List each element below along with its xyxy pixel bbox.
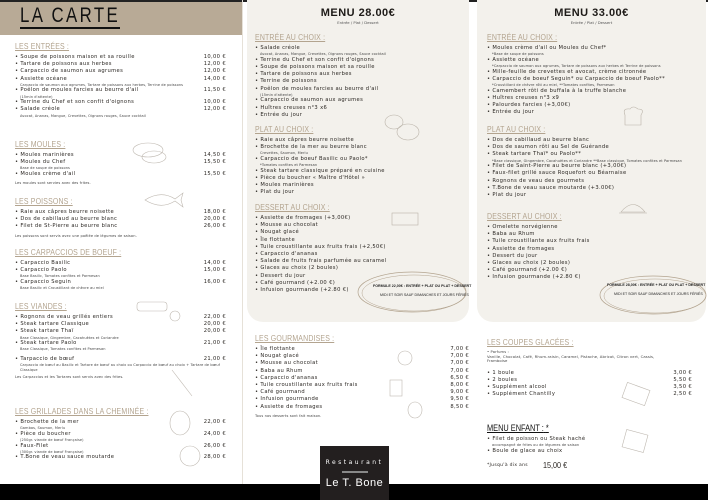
item-note: Base Classique, Tomates confites et Parmesan: [20, 347, 106, 352]
column-divider: [242, 0, 243, 484]
item-price: 12,00 €: [203, 68, 226, 75]
item-name: • Plat du jour: [255, 189, 294, 195]
item-name: • Moules du Chef: [15, 159, 65, 165]
menu-item: [487, 224, 697, 231]
menu-section: [15, 247, 226, 291]
menu-item: [15, 260, 226, 267]
menu-item: [255, 168, 460, 175]
gourmandises-footer: Tous nos desserts sont fait maison.: [255, 413, 322, 418]
item-price: 5,50 €: [673, 376, 692, 383]
menu-item: [255, 237, 460, 244]
item-note: (250gr. viande de bœuf Française): [20, 438, 84, 442]
menu-section: [487, 211, 697, 282]
menu-item: [255, 404, 469, 411]
item-name: • Assiette de fromages (+3,00€): [255, 215, 351, 221]
item-price: 12,00 €: [203, 106, 226, 113]
item-name: • Camembert rôti de buffala à la truffe blanche: [487, 88, 626, 94]
menu-enfant-title: MENU ENFANT :: [487, 423, 544, 433]
menu-item: [15, 87, 226, 94]
item-price: 8,50 €: [450, 403, 469, 410]
item-name: • Café gourmand (+2.00 €): [487, 267, 567, 273]
section-title: PLAT AU CHOIX :: [255, 124, 314, 134]
menu-item: [15, 340, 226, 347]
item-note: Gambas, Saumon, Merlu: [20, 426, 66, 431]
item-name: • Café gourmand (+2.00 €): [255, 280, 335, 286]
item-name: • Carpaccio de boeuf Seguin* ou Carpaccio de boeuf Paolo**: [487, 76, 665, 82]
item-name: • Supplément Chantilly: [487, 391, 555, 397]
item-note: Base Classique, Gingembre, Cacahuètes et Coriandre: [20, 335, 119, 340]
item-name: • Steak tartare Thaï* ou Paolo**: [487, 151, 581, 157]
item-name: • Dessert du jour: [487, 253, 538, 259]
item-price: 3,00 €: [673, 369, 692, 376]
parfums-label: • Parfums :: [487, 350, 509, 354]
item-name: • Carpaccio Basilic: [15, 260, 70, 266]
menu-item: [487, 231, 697, 238]
menu-item: [15, 152, 226, 159]
menu-item: [487, 370, 692, 377]
item-name: • Salade créole: [15, 106, 60, 112]
menu-enfant-price: 15,00 €: [543, 460, 568, 470]
item-name: • Terrine de poissons: [255, 78, 317, 84]
logo-divider: [342, 471, 368, 473]
item-name: • Rognons de veau grillés entiers: [15, 314, 113, 320]
item-note: (300gr. viande de bœuf Française): [20, 449, 84, 454]
item-name: • Glaces au choix (2 boules): [487, 260, 570, 266]
item-name: • Huîtres creuses n°3 x9: [487, 95, 559, 101]
logo-name: Le T. Bone: [325, 476, 384, 489]
item-price: 24,00 €: [203, 430, 226, 437]
parfums-list: Vanille, Chocolat, Café, Rhum-raisin, Caramel, Pistache, Abricot, Citron vert, Cassis, Framboise: [487, 353, 655, 364]
item-price: 26,00 €: [203, 442, 226, 449]
item-name: • Steak tartare classique préparé en cuisine: [255, 168, 385, 174]
item-price: 12,00 €: [203, 61, 226, 68]
menu-section: [487, 32, 697, 116]
menu-item: [15, 106, 226, 113]
menu-item: [255, 71, 460, 78]
item-note: *Base de soupe de poissons: [492, 52, 544, 57]
section-footer: Les moules sont servies avec des frites.: [15, 181, 91, 186]
menu-item: [255, 105, 460, 112]
item-price: 20,00 €: [203, 328, 226, 335]
menu-section: [15, 406, 226, 462]
item-name: • Carpaccio Seguin: [15, 279, 71, 285]
item-price: 8,00 €: [450, 382, 469, 389]
item-name: • Boule de glace au choix: [487, 448, 562, 454]
menu-item: [15, 431, 226, 438]
item-price: 3,50 €: [673, 384, 692, 391]
menu-item: [255, 144, 460, 151]
section-title: LES CARPACCIOS DE BOEUF :: [15, 247, 122, 257]
menu-item: [487, 69, 697, 76]
item-name: • Faux-Filet: [15, 443, 49, 449]
item-price: 7,00 €: [450, 353, 469, 360]
item-price: 21,00 €: [203, 356, 226, 362]
menu-item: [487, 144, 697, 151]
item-price: 15,00 €: [203, 267, 226, 274]
item-name: • Glaces au choix (2 boules): [255, 265, 338, 271]
item-note: Base Basilic et Croustillant de chèvre au miel: [20, 286, 104, 291]
menu-item: [255, 244, 460, 251]
item-name: • Salade créole: [255, 45, 300, 51]
item-name: • Pièce du boucher « Maître d'Hôtel »: [255, 175, 365, 181]
item-name: • Entrée du jour: [255, 112, 302, 118]
item-price: 9,00 €: [450, 389, 469, 396]
item-price: 14,50 €: [203, 152, 226, 158]
item-note: Carpaccio de saumon aux agrumes, Tartare de poissons aux herbes, Terrine de poissons: [20, 82, 184, 87]
item-name: • Tuile croustillante aux fruits frais: [487, 238, 590, 244]
menu-item: [255, 156, 460, 163]
item-name: • Supplément alcool: [487, 384, 547, 390]
section-title: PLAT AU CHOIX :: [487, 124, 546, 134]
section-title: LES VIANDES :: [15, 301, 67, 311]
formula-28-line2: MIDI ET SOIR SAUF DIMANCHES ET JOURS FÉRIÉS: [380, 293, 469, 297]
item-name: • Rognons de veau des gourmets: [487, 178, 584, 184]
menu-28-subtitle: Entrée / Plat / Dessert: [337, 20, 379, 25]
coupes-glacees-title: LES COUPES GLACÉES :: [487, 337, 574, 347]
menu-item: [15, 76, 226, 83]
item-name: • Carpaccio Paolo: [15, 267, 67, 273]
menu-item: [15, 54, 226, 61]
item-name: • Carpaccio de boeuf Basilic ou Paolo*: [255, 156, 368, 162]
section-footer: Les poissons sont servis avec une poêlée de légumes de saison.: [15, 233, 137, 238]
menu-item: [487, 57, 697, 64]
item-price: 10,00 €: [203, 54, 226, 60]
menu-item: [255, 182, 460, 189]
menu-section: [255, 124, 460, 197]
item-name: • Assiette océane: [487, 57, 539, 63]
item-name: • Carpaccio d'ananas: [255, 251, 318, 257]
item-name: • Dos de cabillaud au beurre blanc: [487, 137, 589, 143]
section-title: LES GRILLADES DANS LA CHEMINÉE :: [15, 406, 149, 416]
coupes-glacees-section: [487, 337, 692, 399]
item-name: • Raie aux câpres beurre noisette: [15, 209, 114, 215]
menu-item: [255, 375, 469, 382]
menu-section: [15, 196, 226, 238]
item-name: • Soupe de poissons maison et sa rouille: [15, 54, 135, 60]
section-title: LES MOULES :: [15, 139, 66, 149]
menu-item: [15, 209, 226, 216]
item-name: • Tartare de poissons aux herbes: [255, 71, 352, 77]
menu-item: [487, 45, 697, 52]
item-name: • Entrée du jour: [487, 109, 534, 115]
menu-enfant-star: *: [545, 423, 549, 433]
menu-item: [15, 216, 226, 223]
item-name: • Île flottante: [255, 346, 295, 352]
menu-item: [487, 170, 697, 177]
menu-item: [487, 238, 697, 245]
item-name: • Pièce du boucher: [15, 431, 71, 437]
item-price: 7,00 €: [450, 360, 469, 367]
item-name: • Tuile croustillante aux fruits frais (+2,50€): [255, 244, 386, 250]
item-name: • T.Bone de veau sauce moutarde (+3.00€): [487, 185, 614, 191]
menu-33-title: MENU 33.00€: [554, 7, 629, 19]
menu-item: [487, 436, 692, 443]
item-note: Avocat, Ananas, Mangue, Crevettes, Oignons rouges, Sauce cocktail: [20, 113, 146, 118]
section-title: DESSERT AU CHOIX :: [255, 202, 330, 212]
menu-item: [487, 246, 697, 253]
item-price: 6,50 €: [450, 374, 469, 381]
item-name: • Soupe de poissons maison et sa rouille: [255, 64, 375, 70]
menu-item: [255, 97, 460, 104]
menu-item: [15, 223, 226, 230]
item-name: • Filet de St-Pierre au beurre blanc: [15, 223, 117, 229]
menu-item: [487, 95, 697, 102]
menu-item: [487, 88, 697, 95]
restaurant-logo: [320, 446, 389, 500]
menu-item: [255, 396, 469, 403]
item-name: • Île flottante: [255, 237, 295, 243]
item-name: • Huîtres creuses n°3 x6: [255, 105, 327, 111]
item-price: 18,00 €: [203, 209, 226, 215]
item-name: • Terrine du Chef et son confit d'oignons: [15, 99, 134, 105]
item-name: • Nougat glacé: [255, 229, 299, 235]
item-price: 10,00 €: [203, 99, 226, 106]
item-name: • Moules crème d'ail ou Moules du Chef*: [487, 45, 606, 51]
item-note: Crevettes, Saumon, Merlu: [260, 151, 308, 156]
item-price: 7,00 €: [450, 367, 469, 374]
item-name: • T.Bone de veau sauce moutarde: [15, 454, 114, 460]
item-note: Base de soupe de poissons: [20, 166, 70, 171]
item-name: • 2 boules: [487, 377, 517, 383]
item-name: • Carpaccio de saumon aux agrumes: [255, 97, 363, 103]
item-name: • Infusion gourmande (+2.80 €): [255, 287, 349, 293]
menu-33-subtitle: Entrée / Plat / Dessert: [570, 20, 613, 25]
menu-item: [255, 229, 460, 236]
menu-section: [15, 301, 226, 379]
item-name: • Assiette de fromages: [255, 404, 323, 410]
item-name: • Steak tartare Thaï: [15, 328, 74, 334]
menu-section: [15, 41, 226, 118]
item-note: Base Basilic, Tomates confites et Parmesan: [20, 274, 100, 279]
item-note: *Carpaccio de saumon aux agrumes, Tartare de poissons aux herbes et Terrine de poissons: [492, 64, 661, 68]
item-price: 14,00 €: [203, 260, 226, 266]
item-name: • Filet de Saint-Pierre au beurre blanc (+3,00€): [487, 163, 626, 169]
menu-item: [487, 192, 697, 199]
menu-item: [255, 86, 460, 93]
menu-enfant-section: [487, 423, 692, 455]
item-note: *Base classique, Gingembre, Cacahuètes et Coriandre **Base classique, Tomates confites et Parmesan: [492, 158, 682, 163]
menu-28-title: MENU 28.00€: [320, 7, 396, 19]
menu-item: [487, 448, 692, 455]
menu-section: [255, 32, 460, 119]
item-name: • Tuile croustillante aux fruits frais: [255, 382, 358, 388]
item-note: accompagné de frites ou de légumes de saison: [492, 443, 580, 448]
section-title: ENTRÉE AU CHOIX :: [255, 32, 326, 42]
item-note: *Tomates confites et Parmesan: [260, 163, 318, 168]
item-name: • 1 boule: [487, 370, 514, 376]
menu-item: [255, 137, 460, 144]
menu-item: [15, 443, 226, 450]
item-price: 21,00 €: [203, 340, 226, 347]
menu-item: [255, 45, 460, 52]
item-price: 15,50 €: [203, 159, 226, 166]
menu-item: [15, 314, 226, 321]
menu-item: [15, 279, 226, 286]
item-price: 11,50 €: [203, 87, 226, 94]
menu-item: [255, 280, 460, 287]
menu-item: [255, 265, 460, 272]
item-name: • Carpaccio d'ananas: [255, 375, 318, 381]
menu-item: [15, 171, 226, 178]
gourmandises-section: [255, 333, 469, 418]
item-name: • Baba au Rhum: [487, 231, 535, 237]
formula-33-line2: MIDI ET SOIR SAUF DIMANCHES ET JOURS FÉRIÉS: [614, 292, 703, 296]
menu-enfant-age: *Jusqu'à dix ans: [487, 463, 528, 468]
menu-item: [255, 287, 460, 294]
logo-restaurant: Restaurant: [325, 459, 384, 466]
menu-item: [15, 159, 226, 166]
section-title: LES ENTRÉES :: [15, 41, 70, 51]
item-name: • Infusion gourmande (+2.80 €): [487, 274, 581, 280]
item-name: • Baba au Rhum: [255, 368, 303, 374]
item-name: • Dos de cabillaud au beurre blanc: [15, 216, 117, 222]
section-title: DESSERT AU CHOIX :: [487, 211, 562, 221]
menu-item: [255, 215, 460, 222]
menu-item: [15, 419, 226, 426]
item-name: • Plat du jour: [487, 192, 526, 198]
menu-item: [487, 253, 697, 260]
item-name: • Tarpaccio de bœuf: [15, 356, 74, 362]
item-name: • Brochette de la mer au beurre blanc: [255, 144, 367, 150]
menu-item: [487, 178, 697, 185]
item-name: • Palourdes farcies (+3,00€): [487, 102, 570, 108]
item-price: 22,00 €: [203, 314, 226, 320]
item-name: • Steak tartare Paolo: [15, 340, 77, 346]
item-name: • Nougat glacé: [255, 353, 299, 359]
item-price: 2,50 €: [673, 391, 692, 398]
item-price: 9,50 €: [450, 396, 469, 403]
section-title: ENTRÉE AU CHOIX :: [487, 32, 558, 42]
menu-item: [255, 78, 460, 85]
menu-item: [255, 64, 460, 71]
item-note: (15min d'attente): [20, 94, 53, 99]
item-name: • Terrine du Chef et son confit d'oignons: [255, 57, 374, 63]
item-name: • Tartare de poissons aux herbes: [15, 61, 112, 67]
item-name: • Salade de fruits frais parfumée au caramel: [255, 258, 386, 264]
menu-item: [487, 185, 697, 192]
menu-item: [255, 258, 460, 265]
menu-item: [487, 391, 692, 398]
menu-item: [15, 356, 226, 363]
item-price: 26,00 €: [203, 223, 226, 230]
item-name: • Omelette norvégienne: [487, 224, 558, 230]
item-price: 16,00 €: [203, 279, 226, 285]
item-name: • Infusion gourmande: [255, 396, 319, 402]
item-name: • Mille-feuille de crevettes et avocat, crème citronnée: [487, 69, 646, 75]
item-name: • Mousse au chocolat: [255, 222, 318, 228]
menu-section: [15, 139, 226, 185]
item-note: Avocat, Ananas, Mangue, Crevettes, Oignons rouges, Sauce cocktail: [260, 52, 386, 57]
menu-item: [255, 353, 469, 360]
item-note: *Croustillant de chèvre rôti au miel, **Tomates confites, Parmesan: [492, 83, 615, 87]
item-name: • Poêlon de moules farcies au beurre d'ail: [255, 86, 378, 92]
menu-item: [255, 189, 460, 196]
item-name: • Filet de poisson ou Steak haché: [487, 436, 585, 442]
section-title: LES POISSONS :: [15, 196, 73, 206]
menu-item: [255, 273, 460, 280]
formula-33-line1: FORMULE 28,00€ : ENTRÉE + PLAT OU PLAT + DESSERT: [607, 283, 706, 287]
menu-item: [487, 109, 697, 116]
menu-item: [15, 454, 226, 461]
item-name: • Poêlon de moules farcies au beurre d'ail: [15, 87, 138, 93]
page-title: LA CARTE: [20, 4, 121, 27]
menu-item: [15, 328, 226, 335]
section-footer: Les Carpaccios et les Tartares sont servis avec des frites.: [15, 375, 124, 380]
item-name: • Assiette océane: [15, 76, 67, 82]
menu-item: [487, 76, 697, 83]
menu-item: [255, 368, 469, 375]
item-price: 20,00 €: [203, 321, 226, 328]
item-name: • Dos de saumon rôti au Sel de Guérande: [487, 144, 609, 150]
menu-item: [15, 267, 226, 274]
menu-item: [255, 112, 460, 119]
item-name: • Moules marinières: [255, 182, 314, 188]
menu-item: [15, 321, 226, 328]
item-name: • Moules marinières: [15, 152, 74, 158]
item-name: • Dessert du jour: [255, 273, 306, 279]
item-price: 7,00 €: [450, 346, 469, 352]
gourmandises-title: LES GOURMANDISES :: [255, 333, 335, 343]
item-price: 28,00 €: [203, 454, 226, 461]
item-name: • Faux-filet grillé sauce Roquefort ou Béarnaise: [487, 170, 627, 176]
menu-item: [255, 57, 460, 64]
item-price: 15,50 €: [203, 171, 226, 177]
menu-item: [255, 360, 469, 367]
item-price: 22,00 €: [203, 419, 226, 425]
item-note: (15min d'attente): [260, 92, 293, 97]
formula-28-line1: FORMULE 22,00€ : ENTRÉE + PLAT OU PLAT + DESSERT: [373, 284, 472, 288]
menu-section: [255, 202, 460, 294]
item-name: • Carpaccio de saumon aux agrumes: [15, 68, 123, 74]
menu-item: [487, 151, 697, 158]
item-note: Carpaccio de bœuf au Basilic et Tartare de bœuf au choix ou Carpaccio de bœuf au choix + Tartare de bœuf Classique: [20, 363, 220, 372]
menu-item: [255, 389, 469, 396]
menu-section: [487, 124, 697, 199]
item-price: 14,00 €: [203, 75, 226, 82]
item-name: • Moules crème d'ail: [15, 171, 75, 177]
menu-item: [15, 61, 226, 68]
menu-item: [15, 68, 226, 75]
item-name: • Café gourmand: [255, 389, 305, 395]
item-name: • Assiette de fromages: [487, 246, 555, 252]
menu-item: [487, 267, 697, 274]
item-name: • Brochette de la mer: [15, 419, 79, 425]
menu-item: [487, 274, 697, 281]
item-price: 20,00 €: [203, 216, 226, 223]
item-name: • Mousse au chocolat: [255, 360, 318, 366]
item-name: • Steak tartare Classique: [15, 321, 89, 327]
item-name: • Raie aux câpres beurre noisette: [255, 137, 354, 143]
